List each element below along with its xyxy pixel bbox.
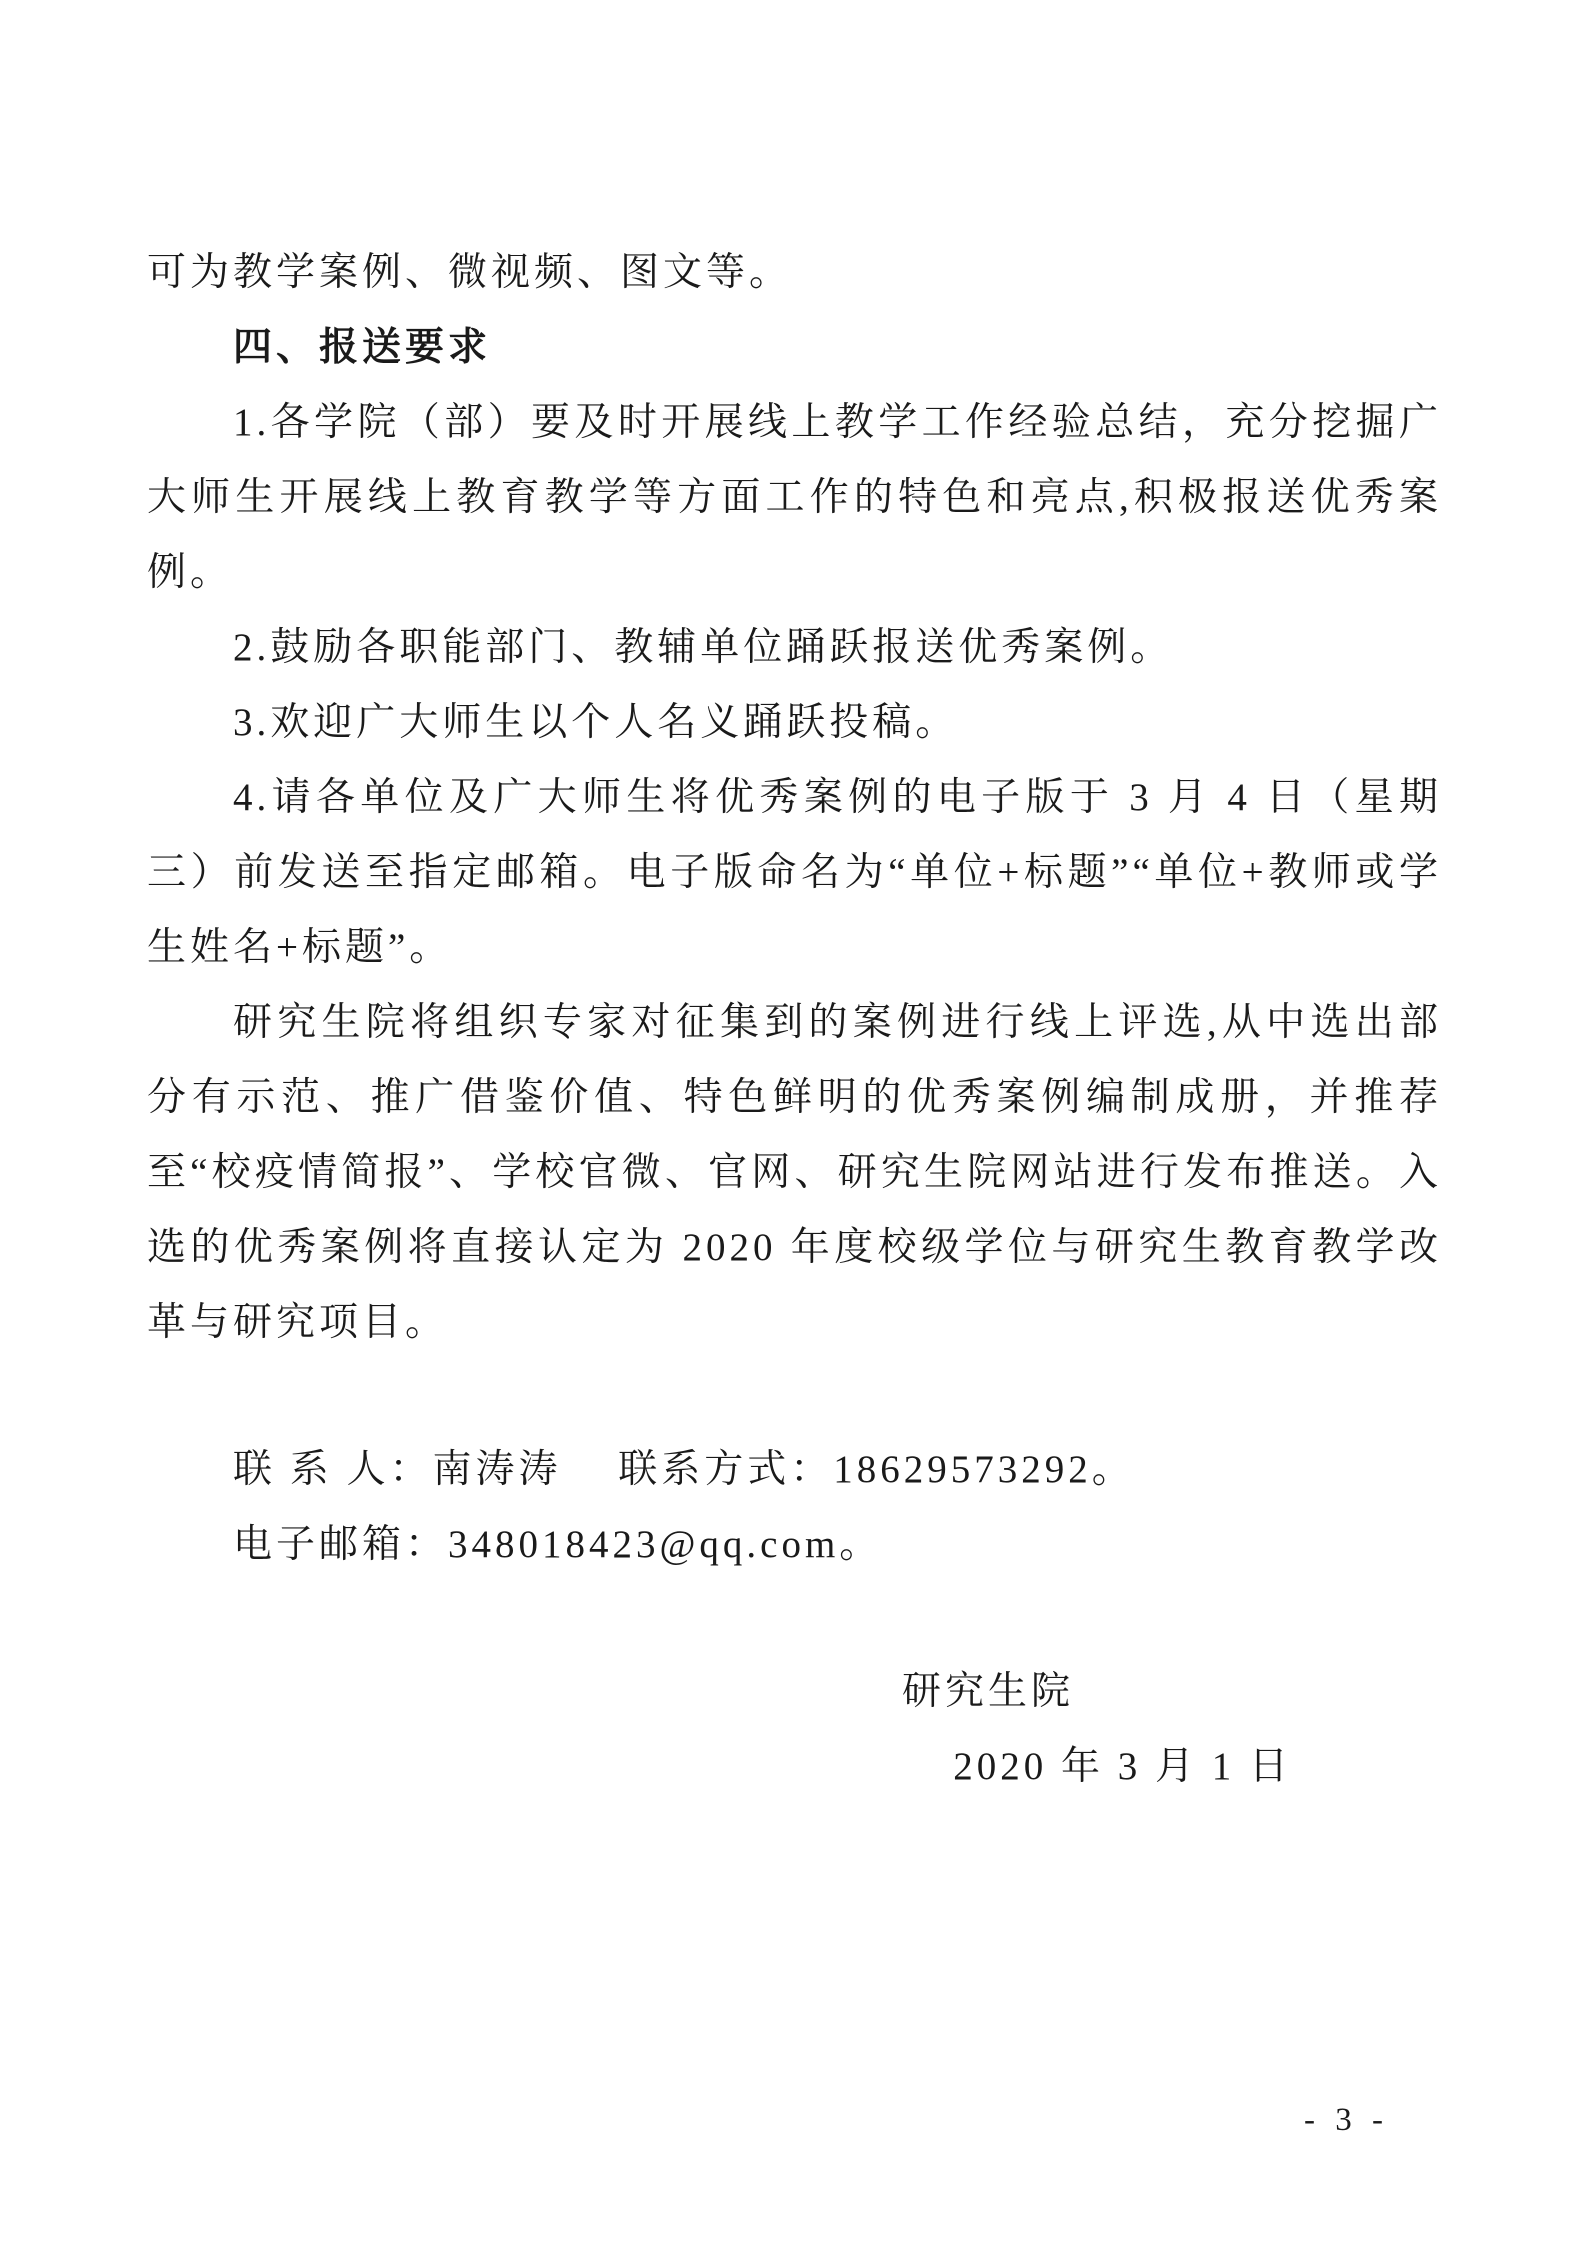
signature-org: 研究生院: [901, 1670, 1074, 1713]
body-paragraph-item-1: 1.各学院（部）要及时开展线上教学工作经验总结，充分挖掘广大师生开展线上教育教学等方面工作的特色和亮点,积极报送优秀案例。: [147, 401, 1442, 594]
body-paragraph-item-3: 3.欢迎广大师生以个人名义踊跃投稿。: [233, 701, 959, 744]
body-paragraph-item-2: 2.鼓励各职能部门、教辅单位踊跃报送优秀案例。: [233, 626, 1174, 669]
body-paragraph-continuation: 可为教学案例、微视频、图文等。: [147, 251, 793, 294]
body-paragraph-selection: 研究生院将组织专家对征集到的案例进行线上评选,从中选出部分有示范、推广借鉴价值、特色鲜明的优秀案例编制成册，并推荐至“校疫情简报”、学校官微、官网、研究生院网站进行发布推送。入选的优秀案例将直接认定为 2020 年度校级学位与研究生教育教学改革与研究项目。: [147, 1001, 1442, 1344]
page-number: - 3 -: [1304, 2102, 1389, 2138]
contact-email-line: 电子邮箱：348018423@qq.com。: [233, 1523, 883, 1566]
body-paragraph-item-4: 4.请各单位及广大师生将优秀案例的电子版于 3 月 4 日（星期三）前发送至指定邮箱。电子版命名为“单位+标题”“单位+教师或学生姓名+标题”。: [147, 776, 1442, 969]
section-heading-4: 四、报送要求: [233, 326, 492, 369]
contact-person-line: 联 系 人：南涛涛 联系方式：18629573292。: [233, 1448, 1135, 1491]
contact-block: [147, 1432, 1442, 1582]
signature-date: 2020 年 3 月 1 日: [953, 1745, 1292, 1788]
signature-block: [147, 1654, 1442, 1804]
